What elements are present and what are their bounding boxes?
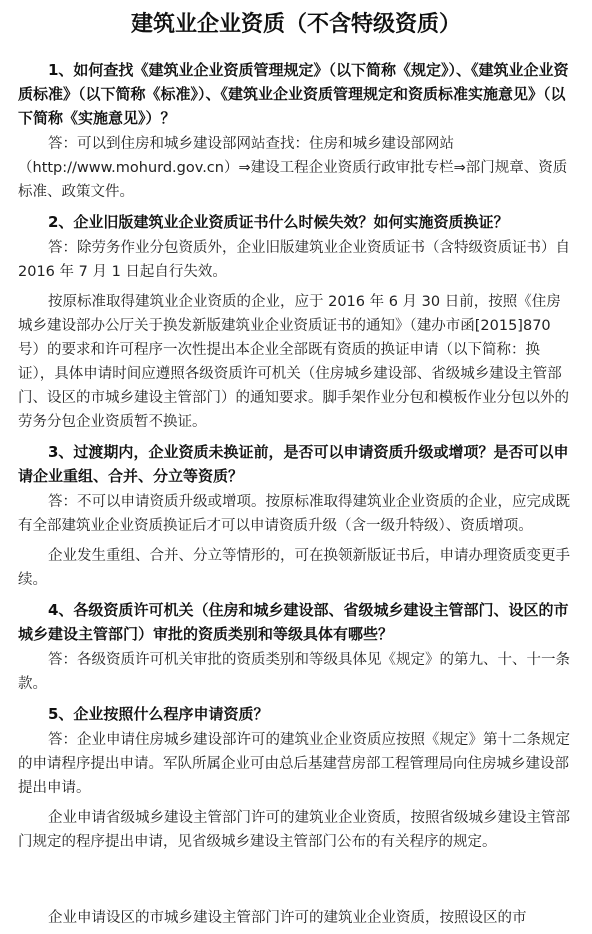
question-4: 4、各级资质许可机关（住房和城乡建设部、省级城乡建设主管部门、设区的市城乡建设主管部门）审批的资质类别和等级具体有哪些？ [18,601,569,643]
faq-section-4 [18,598,574,696]
faq-section-3 [18,440,574,592]
question-2: 2、企业旧版建筑业企业资质证书什么时候失效？如何实施资质换证？ [48,213,509,231]
answer-4-paragraph-1: 答：各级资质许可机关审批的资质类别和等级具体见《规定》的第九、十、十一条款。 [18,652,570,692]
truncated-paragraph: 企业申请设区的市城乡建设主管部门许可的建筑业企业资质，按照设区的市 [48,910,527,926]
question-5: 5、企业按照什么程序申请资质？ [48,705,269,723]
faq-section-5 [18,702,574,854]
faq-section-1 [18,58,574,204]
question-3: 3、过渡期内，企业资质未换证前，是否可以申请资质升级或增项？是否可以申请企业重组、合并、分立等资质？ [18,443,569,485]
answer-2-paragraph-2: 按原标准取得建筑业企业资质的企业，应于 2016 年 6 月 30 日前，按照《住房城乡建设部办公厅关于换发新版建筑业企业资质证书的通知》（建办市函[2015]870 号）的要求和许可程序一次性提出本企业全部既有资质的换证申请（以下简称：换证），具体申请时间应遵照各级资质许可机关（住房城乡建设部、省级城乡建设主管部门、设区的市城乡建设主管部门）的通知要求。脚手架作业分包和模板作业分包以外的劳务分包企业资质暂不换证。 [18,294,569,430]
answer-3-paragraph-1: 答：不可以申请资质升级或增项。按原标准取得建筑业企业资质的企业，应完成既有全部建筑业企业资质换证后才可以申请资质升级（含一级升特级）、资质增项。 [18,494,570,534]
answer-1-paragraph-1: 答：可以到住房和城乡建设部网站查找：住房和城乡建设部网站（http://www.mohurd.gov.cn）⇒建设工程企业资质行政审批专栏⇒部门规章、资质标准、政策文件。 [18,136,568,200]
answer-2-paragraph-1: 答：除劳务作业分包资质外，企业旧版建筑业企业资质证书（含特级资质证书）自 2016 年 7 月 1 日起自行失效。 [18,240,570,280]
truncated-line-container [18,906,574,934]
answer-5-paragraph-1: 答：企业申请住房城乡建设部许可的建筑业企业资质应按照《规定》第十二条规定的申请程序提出申请。军队所属企业可由总后基建营房部工程管理局向住房城乡建设部提出申请。 [18,732,570,796]
question-1: 1、如何查找《建筑业企业资质管理规定》（以下简称《规定》）、《建筑业企业资质标准》（以下简称《标准》）、《建筑业企业资质管理规定和资质标准实施意见》（以下简称《实施意见》）？ [18,61,569,127]
page-title: 建筑业企业资质（不含特级资质） [130,12,461,37]
faq-section-2 [18,210,574,434]
answer-5-paragraph-2: 企业申请省级城乡建设主管部门许可的建筑业企业资质，按照省级城乡建设主管部门规定的程序提出申请，见省级城乡建设主管部门公布的有关程序的规定。 [18,810,570,850]
answer-3-paragraph-2: 企业发生重组、合并、分立等情形的，可在换领新版证书后，申请办理资质变更手续。 [18,548,570,588]
